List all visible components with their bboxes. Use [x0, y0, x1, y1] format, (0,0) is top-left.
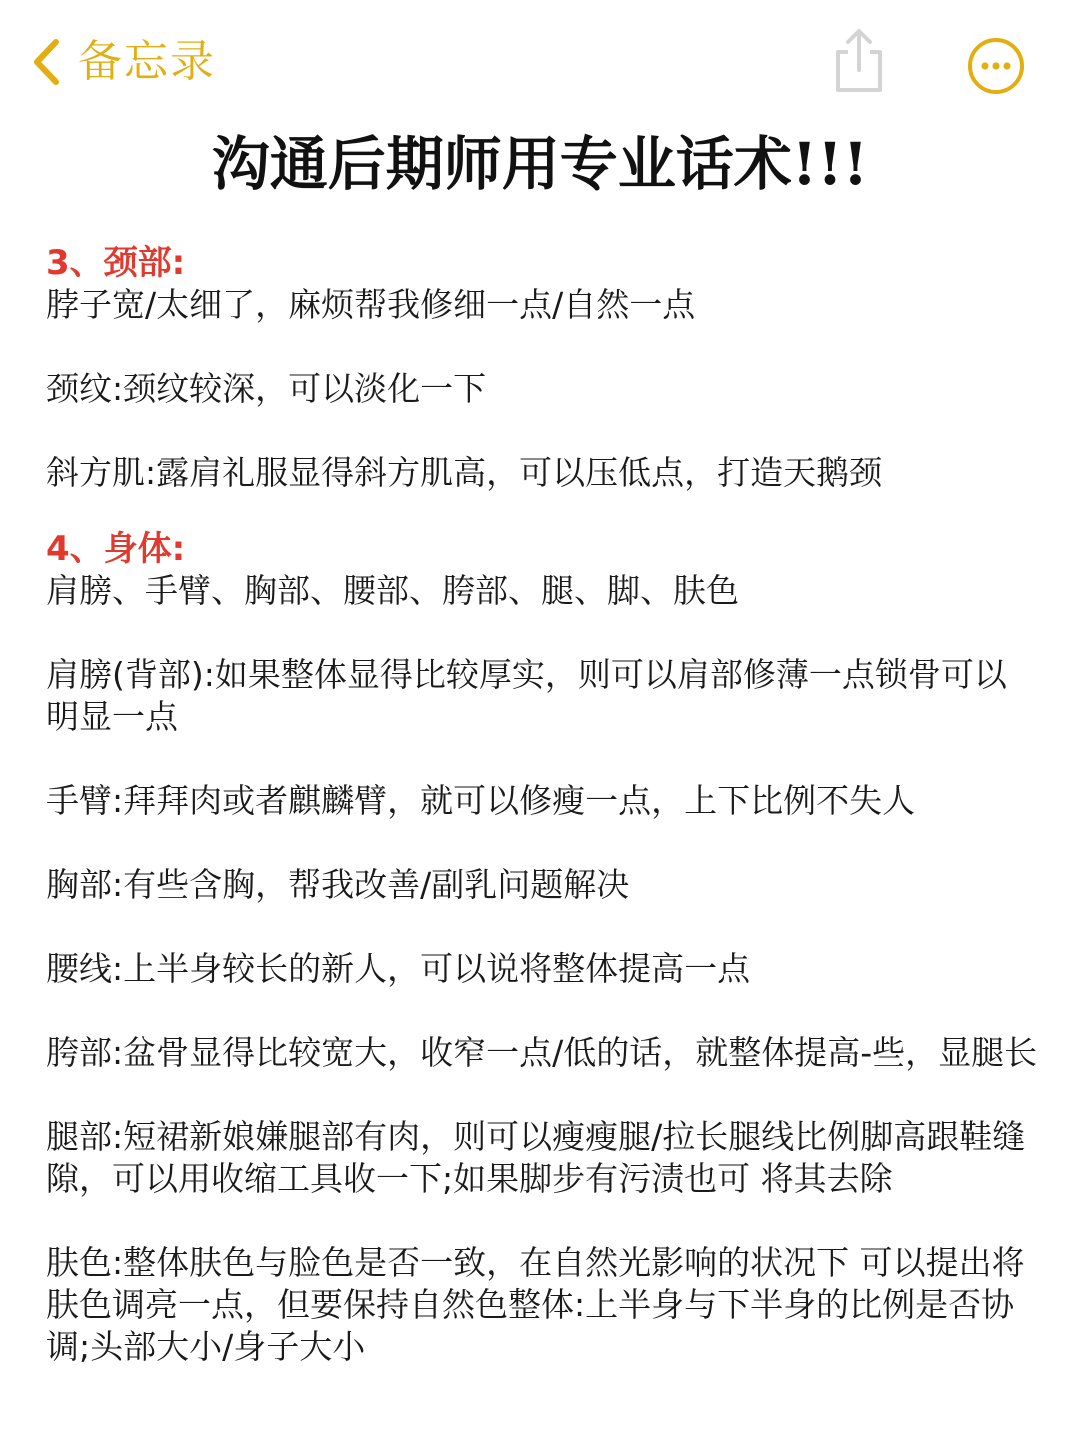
paragraph: 斜方肌:露肩礼服显得斜方肌高，可以压低点，打造天鹅颈: [46, 453, 883, 492]
paragraph: 肩膀(背部):如果整体显得比较厚实，则可以肩部修薄一点锁骨可以明显一点: [46, 655, 1007, 736]
note-title: 沟通后期师用专业话术!!!: [211, 130, 869, 198]
section-heading-neck: 3、颈部:: [46, 243, 186, 283]
paragraph: 颈纹:颈纹较深，可以淡化一下: [46, 369, 487, 408]
paragraph: 腰线:上半身较长的新人，可以说将整体提高一点: [46, 949, 751, 988]
paragraph: 肩膀、手臂、胸部、腰部、胯部、腿、脚、肤色: [46, 571, 739, 610]
paragraph: 胯部:盆骨显得比较宽大，收窄一点/低的话，就整体提高-些，显腿长: [46, 1033, 1038, 1072]
back-label: 备忘录: [78, 36, 216, 87]
back-button[interactable]: [30, 32, 216, 92]
share-icon: [828, 81, 890, 100]
chevron-left-icon: [30, 37, 62, 87]
paragraph: 胸部:有些含胸，帮我改善/副乳问题解决: [46, 865, 630, 904]
paragraph: 手臂:拜拜肉或者麒麟臂，就可以修瘦一点，上下比例不失人: [46, 781, 916, 820]
paragraph: 腿部:短裙新娘嫌腿部有肉，则可以瘦瘦腿/拉长腿线比例脚高跟鞋缝隙，可以用收缩工具收一下;如果脚步有污渍也可 将其去除: [46, 1117, 1026, 1198]
more-button[interactable]: [966, 36, 1026, 96]
more-icon: [966, 81, 1026, 100]
section-heading-body: 4、身体:: [46, 529, 186, 569]
note-body[interactable]: [46, 242, 1038, 1368]
share-button[interactable]: [828, 26, 890, 96]
paragraph: 肤色:整体肤色与脸色是否一致，在自然光影响的状况下 可以提出将肤色调亮一点，但要保持自然色整体:上半身与下半身的比例是否协调;头部大小/身子大小: [46, 1243, 1025, 1366]
nav-bar: [0, 0, 1080, 120]
paragraph: 脖子宽/太细了，麻烦帮我修细一点/自然一点: [46, 285, 696, 324]
